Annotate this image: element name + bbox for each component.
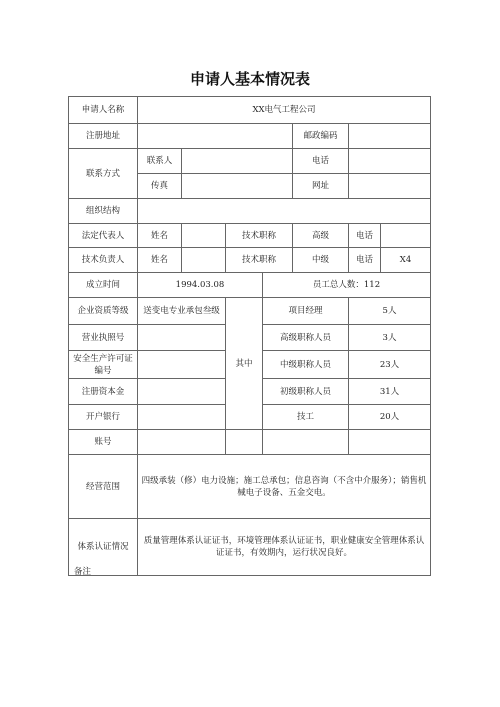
staff-total[interactable]: 员工总人数：112 bbox=[263, 273, 431, 298]
form-title: 申请人基本情况表 bbox=[189, 70, 310, 88]
reg-capital-value[interactable] bbox=[138, 379, 226, 405]
phone-label: 电话 bbox=[293, 149, 349, 174]
staff-role-1: 项目经理 bbox=[263, 298, 349, 325]
account-value[interactable] bbox=[138, 430, 226, 455]
among-label: 其中 bbox=[226, 298, 263, 430]
legal-rep-phone-value[interactable] bbox=[381, 224, 431, 248]
staff-count-5[interactable]: 20人 bbox=[349, 405, 431, 430]
applicant-name-value[interactable]: XX电气工程公司 bbox=[138, 97, 431, 124]
legal-rep-name-label: 姓名 bbox=[138, 224, 182, 248]
staff-count-2[interactable]: 3人 bbox=[349, 325, 431, 351]
applicant-name-label: 申请人名称 bbox=[69, 97, 138, 124]
applicant-info-table bbox=[68, 96, 431, 576]
qualification-label: 企业资质等级 bbox=[69, 298, 138, 325]
contact-label: 联系方式 bbox=[69, 149, 138, 199]
cert-value[interactable]: 质量管理体系认证证书，环境管理体系认证证书，职业健康安全管理体系认证证书，有效期内，运行状况良好。 bbox=[138, 519, 431, 576]
contact-person-value[interactable] bbox=[182, 149, 293, 174]
website-label: 网址 bbox=[293, 174, 349, 199]
contact-person-label: 联系人 bbox=[138, 149, 182, 174]
tech-lead-title-value[interactable]: 中级 bbox=[293, 248, 349, 273]
bank-label: 开户银行 bbox=[69, 405, 138, 430]
license-value[interactable] bbox=[138, 325, 226, 351]
legal-rep-phone-label: 电话 bbox=[349, 224, 381, 248]
legal-rep-name-value[interactable] bbox=[182, 224, 226, 248]
account-label: 账号 bbox=[69, 430, 138, 455]
tech-lead-phone-label: 电话 bbox=[349, 248, 381, 273]
safety-permit-value[interactable] bbox=[138, 351, 226, 379]
license-label: 营业执照号 bbox=[69, 325, 138, 351]
postcode-value[interactable] bbox=[349, 124, 431, 149]
staff-count-1[interactable]: 5人 bbox=[349, 298, 431, 325]
legal-rep-label: 法定代表人 bbox=[69, 224, 138, 248]
website-value[interactable] bbox=[349, 174, 431, 199]
founded-value[interactable]: 1994.03.08 bbox=[138, 273, 263, 298]
staff-count-3[interactable]: 23人 bbox=[349, 351, 431, 379]
staff-role-3: 中级职称人员 bbox=[263, 351, 349, 379]
safety-permit-label: 安全生产许可证编号 bbox=[69, 351, 138, 379]
qualification-value[interactable]: 送变电专业承包叁级 bbox=[138, 298, 226, 325]
account-extra-1 bbox=[263, 430, 349, 455]
cert-label: 体系认证情况 bbox=[69, 519, 138, 576]
staff-role-5: 技工 bbox=[263, 405, 349, 430]
staff-role-2: 高级职称人员 bbox=[263, 325, 349, 351]
legal-rep-title-label: 技术职称 bbox=[226, 224, 293, 248]
remark-label: 备注 bbox=[74, 567, 92, 577]
tech-lead-name-value[interactable] bbox=[182, 248, 226, 273]
founded-label: 成立时间 bbox=[69, 273, 138, 298]
org-structure-label: 组织结构 bbox=[69, 199, 138, 224]
reg-capital-label: 注册资本金 bbox=[69, 379, 138, 405]
staff-role-4: 初级职称人员 bbox=[263, 379, 349, 405]
tech-lead-label: 技术负责人 bbox=[69, 248, 138, 273]
reg-address-label: 注册地址 bbox=[69, 124, 138, 149]
postcode-label: 邮政编码 bbox=[293, 124, 349, 149]
fax-label: 传真 bbox=[138, 174, 182, 199]
fax-value[interactable] bbox=[182, 174, 293, 199]
org-structure-value[interactable] bbox=[138, 199, 431, 224]
account-spacer bbox=[226, 430, 263, 455]
legal-rep-title-value[interactable]: 高级 bbox=[293, 224, 349, 248]
bank-value[interactable] bbox=[138, 405, 226, 430]
reg-address-value[interactable] bbox=[138, 124, 293, 149]
tech-lead-name-label: 姓名 bbox=[138, 248, 182, 273]
scope-value[interactable]: 四级承装（修）电力设施；施工总承包；信息咨询（不含中介服务）；销售机械电子设备、五金交电。 bbox=[138, 455, 431, 519]
tech-lead-phone-value[interactable]: X4 bbox=[381, 248, 431, 273]
scope-label: 经营范围 bbox=[69, 455, 138, 519]
staff-count-4[interactable]: 31人 bbox=[349, 379, 431, 405]
phone-value[interactable] bbox=[349, 149, 431, 174]
account-extra-2 bbox=[349, 430, 431, 455]
tech-lead-title-label: 技术职称 bbox=[226, 248, 293, 273]
